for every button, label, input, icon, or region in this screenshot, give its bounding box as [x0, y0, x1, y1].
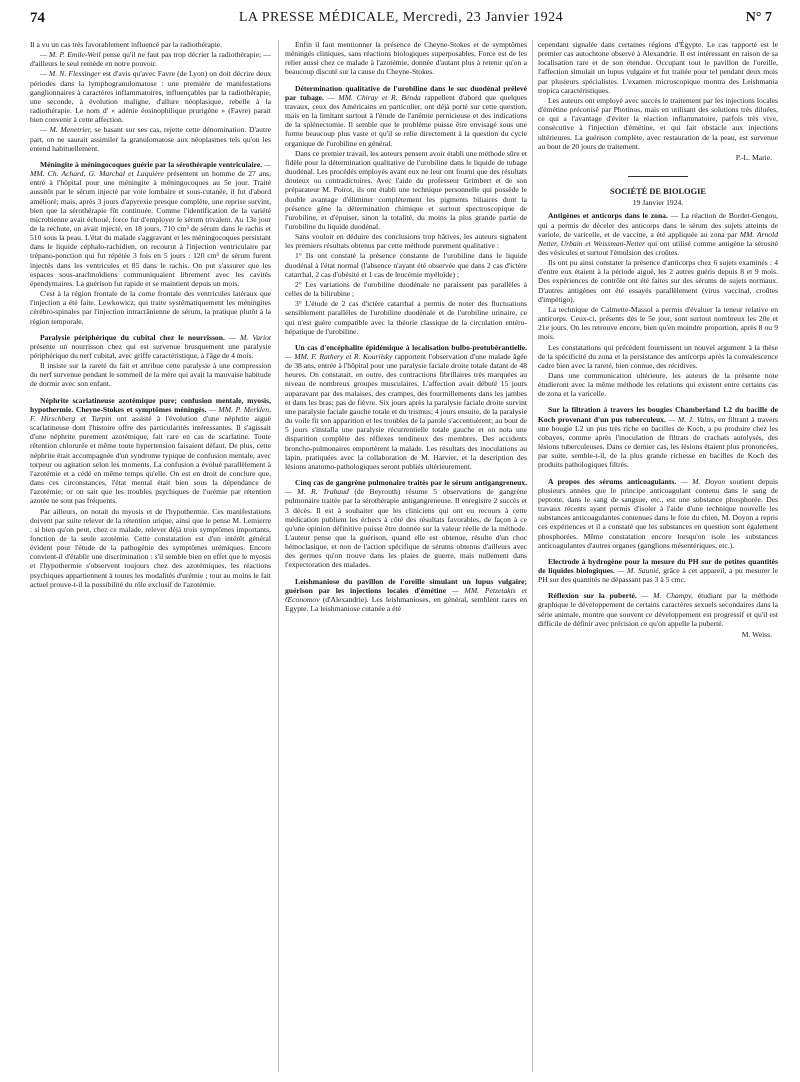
article-authors: — MM. Ch. Achard, G. Marchal et Laquière: [30, 159, 271, 179]
article-title: A propos des sérums anticoagulants.: [548, 476, 677, 486]
section-title: SOCIÉTÉ DE BIOLOGIE: [610, 187, 706, 197]
article-authors: — M. Variot: [224, 332, 271, 342]
article-lead: [538, 477, 778, 550]
paragraph: cependant signalée dans certaines régions d'Égypte. Le cas rapporté est le premier cas autochtone observé à Alexandrie. Il est intéressant en raison de sa localisation rare et de son étendue. Occupant tout le pavillon de l'oreille, l'affection simulait un lupus vulgaire et fut traitée pour tel pendant deux mois par plusieurs spécialistes. L'examen microscopique montra des Leishmania tropica caractéristiques.: [538, 40, 778, 95]
paragraph: La technique de Calmette-Massol a permis d'évaluer la teneur relative en anticorps. Ceux-ci, présents dès le 5e jour, sont surtout nombreux les 20e et 21e jours. On les retrouve encore, bien qu'en moindre proportion, après 8 ou 9 mois.: [538, 304, 778, 342]
paragraph-text: (de Beyrouth) résume 5 observations de gangrène pulmonaire traitée par la sérothérapie antigangreneuse. Il enregistre 2 succès et 3 décès. Il est à souhaiter que les cliniciens qui ont eu recours à cette médication publient les échecs à côté des résultats favorables, de façon à ce qu'une opinion définitive puisse être donnée sur la valeur réelle de la méthode. L'auteur pense que la guérison, quand elle est obtenue, résulte d'un choc hémoclasique, et non de l'action spécifique de sérums obtenus d'ailleurs avec des germes qu'on trouve dans les plaies de guerre, mais nullement dans l'expectoration des malades.: [285, 487, 527, 570]
article-title: Sur la filtration à travers les bougies Chamberland L2 du bacille de Koch provenant d'un pus tuberculeux.: [538, 405, 778, 424]
paragraph: Dans ce premier travail, les auteurs pensent avoir établi une méthode sûre et fidèle pour la détermination qualitative de l'urobiline dans le liquide de tubage duodénal. Les procédés employés avant eux ne leur ont fourni que des résultats douteux ou contradictoires. Avec l'aide du professeur Grimbert et de son préparateur M. Poirot, ils ont établi une technique personnelle qui possède le double avantage d'éliminer complètement les pigments biliaires dont la présence gêne la détermination chimique et surtout spectroscopique de l'urobiline, et d'épuiser, sinon la totalité, du moins la plus grande partie de l'urobiline du liquide duodénal.: [285, 148, 527, 231]
article-lead: [285, 84, 527, 148]
article-title: Néphrite scarlatineuse azotémique pure; confusion mentale, myosis, hypothermie. Cheyne-Stokes et symptômes méningés.: [30, 395, 271, 414]
article-authors: — MM. Chiray et R. Bénda: [323, 92, 421, 102]
paragraph: Il insiste sur la rareté du fait et attribue cette paralysie à une compression du nerf survenue pendant le sommeil de la mère qui avait la mauvaise habitude de dormir avec son enfant.: [30, 361, 271, 389]
paragraph: [30, 50, 271, 68]
paragraph-text: présentent un homme de 27 ans, entré à l'hôpital pour une méningite à méningocoques au 5e jour. Traité aussitôt par le sérum injecté par voie lombaire et sous-cutanée, il fut d'abord amélioré; mais, après 3 jours d'apyrexie presque complète, une reprise survint, bien que la sérothérapie fût continuée. Comme l'identification de la variété microbienne avait échoué, force fut d'employer le sérum trivalent. Au 13e jour de la rechute, on avait injecté, en 18 jours, 710 cm³ de sérum dans le rachis et 510 sous la peau. L'état du malade s'aggravant et les méningocoques persistant dans le liquide céphalo-rachidien, on recourut à l'injection ventriculaire par trépano-ponction qui fut répétée 3 fois en 5 jours : 120 cm³ de sérum furent injectés dans les ventricules et 85 dans le rachis. On put s'assurer que les espaces sous-arachnoïdiens communiquaient librement avec les cavités épendymaires. La guérison fut rapide et se maintient depuis un mois.: [30, 169, 271, 288]
article-title: Méningite à méningocoques guérie par la sérothérapie ventriculaire.: [40, 159, 263, 169]
paragraph: Dans une communication ultérieure, les auteurs de la présente note étudieront avec la même méthode les relations qui existent entre certains cas de zona et la varicelle.: [538, 371, 778, 399]
list-item: 2° Les variations de l'urobiline duodénale ne paraissent pas parallèles à celles de la bilirubine ;: [285, 279, 527, 299]
page-number: 74: [30, 10, 45, 26]
list-item: 3° L'étude de 2 cas d'ictère catarrhal a permis de noter des fluctuations sensiblement parallèles de l'urobiline duodénale et de l'urobiline urinaire, ce qui n'est guère compatible avec la théorie classique de la circulation entéro-hépatique de l'urobiline.: [285, 299, 527, 336]
paragraph: Sans vouloir en déduire des conclusions trop hâtives, les auteurs signalent les premiers résultats obtenus par cette méthode purement qualitative :: [285, 232, 527, 251]
article-title: Paralysie périphérique du cubital chez le nourrisson.: [40, 332, 225, 342]
article-lead: [285, 478, 527, 570]
author-name: — M. P. Emile-Weil: [40, 50, 101, 60]
journal-title: LA PRESSE MÉDICALE, Mercredi, 23 Janvier 1924: [238, 10, 564, 25]
paragraph-text: est d'avis qu'avec Favre (de Lyon) on doit décrire deux périodes dans la lymphogranulomatose : une première de manifestations ganglionnaires à caractères inflammatoires, influençables par la radiothérapie; une seconde, à évolution maligne, d'allure néoplasique, rebelle à la radiothérapie. Le nom d' « adénie éosinophilique prurigène » (Favre) parait bien convenir à cette affection.: [30, 69, 271, 125]
article-lead: [30, 160, 271, 288]
article-authors: — MM. F. Rathery et R. Kourilsky: [285, 352, 393, 361]
paragraph-text: soutient depuis plusieurs années que le principe anticoagulant contenu dans le sang de peptone, dans le sang de sangsue, etc., est une substance phosphorée. Des travaux récents ayant permis d'isoler à l'aide d'une technique nouvelle les substances anticoagulantes contenues dans le foie du chien, M. Doyon a repris ces expériences et il a constaté que les substances en question sont également phosphorées. Même constatation encore lorsqu'on isole les substances anticoagulantes d'autres organes (ganglions mésentériques, etc.).: [538, 476, 778, 550]
column-3: [538, 40, 778, 1072]
signature: M. Weiss.: [741, 629, 772, 639]
author-name: — M. Menetrier,: [40, 125, 92, 135]
section-date: 19 Janvier 1924.: [632, 198, 684, 208]
article-lead: [538, 591, 778, 628]
column-1: [30, 40, 271, 1072]
column-divider: [532, 40, 533, 1072]
article-title: Antigènes et anticorps dans le zona.: [548, 211, 668, 221]
paragraph-text: rapportent l'observation d'une malade âgée de 38 ans, entrée à l'hôpital pour une paralysie faciale droite totale datant de 48 heures. On constatait, en outre, des contractions fibrillaires très marquées au niveau de nombreux groupes musculaires. L'affection avait débuté 15 jours auparavant par des malaises, des crampes, des fourmillements dans les jambes et dans les bras; pas de fièvre. Six jours après la paralysie faciale droite survint une paralysie faciale gauche totale et du trismus; 4 jours ensuite, de la paralysie du voile fit son apparition et les troubles de la parole s'accentuèrent; au bout de 5 jours s'installa une paralysie récurrentielle totale gauche et on nota une disparition complète des réflexes tendineux des membres. Des accidents broncho-pulmonaires emportèrent la malade. Les résultats des inoculations au lapin, pratiquées avec la collaboration de M. Harvier, et la description des lésions anatomo-pathologiques seront publiés ultérieurement.: [285, 352, 527, 471]
section-rule: [628, 176, 688, 177]
article-title: Leishmaniose du pavillon de l'oreille simulant un lupus vulgaire; guérison par les injections locales d'émétine: [285, 576, 527, 595]
article-title: Réflexion sur la puberté.: [548, 591, 637, 601]
column-2: [285, 40, 527, 1072]
article-title: Electrode à hydrogène pour la mesure du PH sur de petites quantités de liquides biologiques.: [538, 556, 778, 575]
paragraph: Ils ont pu ainsi constater la présence d'anticorps chez 6 sujets examinés : 4 d'entre eux étaient à la période aiguë, les 2 autres guéris depuis 8 et 9 mois. Des expériences de contrôle ont été faites sur des sérums de sujets normaux. D'autres antigènes ont été essayés parallèlement (virus vaccinal, croûtes d'impétigo).: [538, 258, 778, 304]
article-title: Détermination qualitative de l'urobiline dans le suc duodénal prélevé par tubage.: [285, 83, 527, 102]
author-name: — M. N. Flessinger: [40, 69, 101, 79]
paragraph-text: pense qu'il ne faut pas trop décrier la radiothérapie; — d'ailleurs le seul remède en notre pouvoir.: [30, 50, 271, 69]
article-lead: [285, 577, 527, 614]
page-header: [30, 10, 772, 30]
article-title: Un cas d'encéphalite épidémique à localisation bulbo-protubérantielle.: [295, 342, 527, 352]
paragraph-text: (d'Alexandrie). Les leishmanioses, en général, semblent rares en Egypte. La leishmaniose cutanée a été: [285, 594, 527, 614]
article-authors: — M. Doyon: [676, 476, 726, 486]
article-authors: — M. J. Valtis,: [665, 414, 716, 424]
paragraph-text: étudiant par la méthode graphique le développement de certains caractères sexuels secondaires dans la série animale, montre que souvent ce développement est progressif et qu'il est difficile de définir avec précision ce qu'on appelle la puberté.: [538, 591, 778, 628]
column-divider: [278, 40, 279, 1072]
paragraph: Par ailleurs, on notait du myosis et de l'hypothermie. Ces manifestations doivent par suite relever de la rétention urique, ainsi que le pense M. Lemierre : si bien qu'on peut, chez ce malade, relever déjà trois symptômes importants, fonction de la seule azotémie. Cette constatation est d'un intérêt général évident pour l'étude de la pathogénie des symptômes urémiques. Encore convient-il d'établir une discrimination : s'il semble bien en effet que le myosis et l'hypothermie s'observent toujours chez des azotémiques, les réactions psychiques appartiennent à toutes les modalités d'urémie ; tout au moins le fait actuel prouve-t-il la possibilité du rôle exclusif de l'azotémie.: [30, 506, 271, 589]
signature: P.-L. Marie.: [735, 152, 772, 162]
article-authors: MM. Arnold Netter, Urbain et Weissman-Netter: [538, 229, 778, 248]
article-authors: — MM. P. Merklen, F. Hirschberg et Turpin: [30, 404, 271, 423]
issue-number: N° 7: [745, 10, 772, 25]
article-lead: [538, 405, 778, 469]
paragraph: Il a vu un cas très favorablement influencé par la radiothérapie.: [30, 40, 223, 49]
article-lead: [30, 396, 271, 506]
article-lead: [30, 333, 271, 360]
article-authors: — M. Saunié,: [614, 565, 661, 575]
article-authors: — MM. Petzetakis et Œconomov: [285, 585, 527, 604]
paragraph-text: rappellent d'abord que quelques travaux, ceux des Américains en particulier, ont déjà porté sur cette question, mais en la limitant surtout à l'étude de l'anémie pernicieuse et des indications de la splénectomie. Il semble que le problème puisse être envisagé sous une forme beaucoup plus vaste et qu'il se relie directement à la question du cycle organique de l'urobiline en général.: [285, 92, 527, 148]
paragraph: Les constatations qui précèdent fournissent un nouvel argument à la thèse de la spécificité du zona et la persistance des anticorps après la convalescence cadre bien avec la rareté, bien connue, des récidives.: [538, 342, 778, 370]
paragraph-text: grâce à cet appareil, a pu mesurer le PH sur des quantités ne dépassant pas 3 à 5 cmc.: [538, 565, 778, 585]
paragraph: Enfin il faut mentionner la présence de Cheyne-Stokes et de symptômes méningés cliniques, sans réactions biologiques superposables. Force est de les relier aussi chez ce malade à l'azotémie, donnée d'autant plus à retenir qu'on a beaucoup discuté sur la cause du Cheyne-Stokes.: [285, 40, 527, 77]
paragraph-text: présente un nourrisson chez qui est survenue brusquement une paralysie périphérique du nerf cubital, avec griffe caractéristique, à l'âge de 4 mois.: [30, 341, 271, 360]
paragraph-text: se basant sur ses cas, rejette cette dénomination. D'autre part, on ne saurait assimiler la granulomatose aux néoplasmes tels qu'on les entend habituellement.: [30, 125, 271, 153]
paragraph: [30, 125, 271, 152]
paragraph-text: ont assisté à l'évolution d'une néphrite aiguë scarlatineuse dont l'histoire offre des particularités intéressantes. Il s'agissait d'une néphrite purement azotémique, fait rare en cas de scarlatine. Toute rétention chlorurée et même toute hypertension faisaient défaut. De plus, cette néphrite était accompagnée d'un syndrome typique de confusion mentale, avec torpeur ou agitation selon les moments. La confusion a évolué parallèlement à l'azotémie et a cédé en même temps qu'elle. On est en droit de conclure que, dans ces circonstances, l'état mental était bien sous la dépendance de l'azotémie; or on sait que les troubles psychiques de l'urémie par rétention azotée ne sont pas fréquents.: [30, 413, 271, 506]
article-title: Cinq cas de gangrène pulmonaire traités par le sérum antigangreneux.: [295, 478, 527, 488]
paragraph: C'est à la région frontale de la corne frontale des ventricules latéraux que l'injection a été faite. Lewkowicz, qui traite systématiquement les méningites cérébro-spinales par l'injection intracrânienne de sérum, la pratique plutôt à la région temporale.: [30, 289, 271, 326]
article-lead: [285, 343, 527, 471]
article-lead: [538, 557, 778, 584]
article-authors: — M. Champy,: [636, 591, 693, 601]
paragraph-text: en filtrant à travers une bougie L2 un pus très riche en bacilles de Koch, a pu produire chez les cobayes, comme après l'inoculation de filtrats de crachats autolysés, des lésions tuberculeuses. Dans ce dernier cas, les lésions étaient plus prononcées, par suite, semble-t-il, de la plus grande richesse en bacilles de Koch des produits pathologiques filtrés.: [538, 414, 778, 470]
article-lead: [538, 211, 778, 257]
article-authors: — M. R. Trabaud: [285, 487, 349, 497]
paragraph: Les auteurs ont employé avec succès le traitement par les injections locales d'émétine préconisé par Photinos, mais en utilisant des solutions très diluées, ce qui a l'avantage d'éviter la réaction inflammatoire, parfois très vive, consécutive à l'injection d'émétine, et qui fait obstacle aux injections ultérieures. La guérison complète, avec restauration de la peau, est survenue au bout de 20 jours de traitement.: [538, 95, 778, 151]
paragraph-text: — La réaction de Bordet-Gengou, qui a permis de déceler des anticorps dans le sérum des sujets atteints de variole, de varicelle, et de vaccine, a été appliquée au zona par: [538, 211, 778, 239]
paragraph: [30, 69, 271, 124]
list-item: 1° Ils ont constaté la présence constante de l'urobiline dans le liquide duodénal à l'état normal (l'absence n'ayant été observée que dans 2 cas d'ictère catarrhal, 2 cas d'obésité et 1 cas de leucémie myéloïde) ;: [285, 251, 527, 279]
paragraph-text: qui ont utilisé comme antigène la sérosité des vésicules et surtout l'émulsion des croûtes.: [538, 238, 778, 257]
